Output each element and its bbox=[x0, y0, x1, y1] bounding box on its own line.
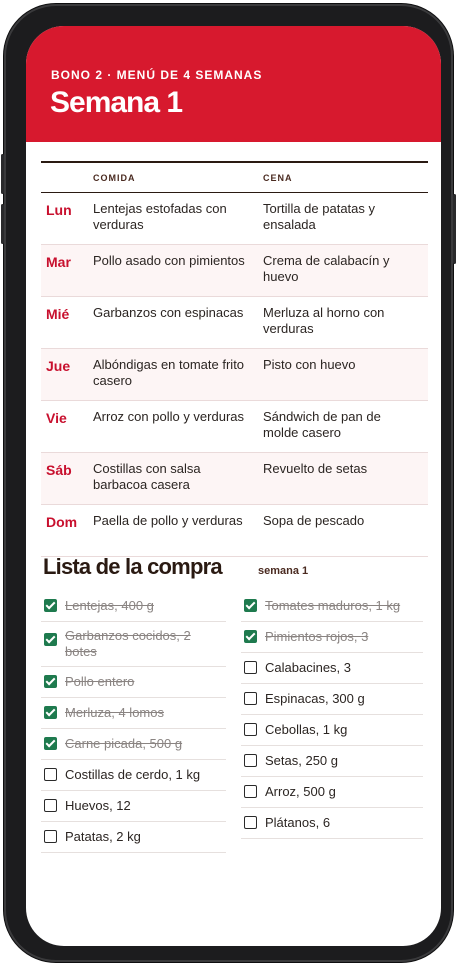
checkbox[interactable] bbox=[244, 692, 257, 705]
menu-row bbox=[41, 193, 428, 245]
shopping-list-week-label: semana 1 bbox=[258, 565, 309, 577]
shopping-item[interactable] bbox=[41, 698, 226, 729]
shopping-item-label: Costillas de cerdo, 1 kg bbox=[65, 767, 201, 782]
menu-row bbox=[41, 453, 428, 505]
menu-row bbox=[41, 505, 428, 557]
menu-cena: Crema de calabacín y huevo bbox=[263, 253, 390, 284]
menu-day: Mié bbox=[46, 306, 70, 322]
shopping-item[interactable] bbox=[41, 591, 226, 622]
header-banner bbox=[26, 26, 441, 142]
menu-rows bbox=[41, 193, 428, 557]
checkbox[interactable] bbox=[44, 706, 57, 719]
shopping-item[interactable] bbox=[241, 622, 423, 653]
checkbox[interactable] bbox=[244, 816, 257, 829]
shopping-item-label: Tomates maduros, 1 kg bbox=[265, 598, 401, 613]
menu-comida: Garbanzos con espinacas bbox=[93, 305, 244, 320]
shopping-list-left-column bbox=[41, 591, 226, 853]
shopping-item[interactable] bbox=[241, 653, 423, 684]
checkbox[interactable] bbox=[44, 737, 57, 750]
checkbox[interactable] bbox=[244, 754, 257, 767]
weekly-menu-table bbox=[41, 161, 428, 557]
menu-comida: Costillas con salsa barbacoa casera bbox=[93, 461, 201, 492]
checkbox[interactable] bbox=[44, 799, 57, 812]
shopping-list-title: Lista de la compra bbox=[43, 554, 222, 579]
checkbox[interactable] bbox=[44, 675, 57, 688]
shopping-item-label: Garbanzos cocidos, 2 botes bbox=[65, 628, 191, 659]
menu-comida: Albóndigas en tomate frito casero bbox=[93, 357, 245, 388]
menu-day: Mar bbox=[46, 254, 71, 270]
shopping-item[interactable] bbox=[41, 667, 226, 698]
menu-cena: Sopa de pescado bbox=[263, 513, 365, 528]
menu-row bbox=[41, 245, 428, 297]
menu-cena: Sándwich de pan de molde casero bbox=[263, 409, 381, 440]
shopping-item[interactable] bbox=[241, 591, 423, 622]
shopping-item[interactable] bbox=[241, 684, 423, 715]
menu-day: Sáb bbox=[46, 462, 72, 478]
checkbox[interactable] bbox=[244, 661, 257, 674]
column-header-comida: COMIDA bbox=[93, 173, 136, 183]
menu-table-header bbox=[41, 163, 428, 193]
shopping-item-label: Plátanos, 6 bbox=[265, 815, 331, 830]
shopping-item-label: Espinacas, 300 g bbox=[265, 691, 365, 706]
power-button bbox=[453, 194, 456, 264]
shopping-item[interactable] bbox=[41, 622, 226, 667]
phone-frame bbox=[4, 4, 453, 962]
volume-up-button bbox=[1, 154, 4, 194]
menu-day: Vie bbox=[46, 410, 67, 426]
shopping-list-right-column bbox=[241, 591, 423, 839]
menu-day: Jue bbox=[46, 358, 71, 374]
shopping-item-label: Lentejas, 400 g bbox=[65, 598, 154, 613]
checkbox[interactable] bbox=[44, 633, 57, 646]
phone-screen bbox=[26, 26, 441, 946]
volume-down-button bbox=[1, 204, 4, 244]
checkbox[interactable] bbox=[244, 723, 257, 736]
menu-comida: Lentejas estofadas con verduras bbox=[93, 201, 227, 232]
shopping-item-label: Pollo entero bbox=[65, 674, 135, 689]
shopping-item-label: Pimientos rojos, 3 bbox=[265, 629, 369, 644]
shopping-item-label: Carne picada, 500 g bbox=[65, 736, 183, 751]
shopping-item-label: Merluza, 4 lomos bbox=[65, 705, 164, 720]
menu-day: Lun bbox=[46, 202, 72, 218]
checkbox[interactable] bbox=[244, 599, 257, 612]
shopping-item-label: Huevos, 12 bbox=[65, 798, 131, 813]
menu-cena: Revuelto de setas bbox=[263, 461, 368, 476]
menu-cena: Tortilla de patatas y ensalada bbox=[263, 201, 376, 232]
shopping-item[interactable] bbox=[41, 729, 226, 760]
checkbox[interactable] bbox=[244, 630, 257, 643]
shopping-item-label: Arroz, 500 g bbox=[265, 784, 336, 799]
shopping-item-label: Setas, 250 g bbox=[265, 753, 338, 768]
shopping-item-label: Cebollas, 1 kg bbox=[265, 722, 348, 737]
shopping-item[interactable] bbox=[241, 808, 423, 839]
checkbox[interactable] bbox=[244, 785, 257, 798]
header-eyebrow: BONO 2 · MENÚ DE 4 SEMANAS bbox=[51, 68, 263, 82]
menu-row bbox=[41, 297, 428, 349]
menu-comida: Pollo asado con pimientos bbox=[93, 253, 245, 268]
checkbox[interactable] bbox=[44, 830, 57, 843]
menu-comida: Paella de pollo y verduras bbox=[93, 513, 243, 528]
checkbox[interactable] bbox=[44, 768, 57, 781]
menu-row bbox=[41, 349, 428, 401]
shopping-item[interactable] bbox=[241, 777, 423, 808]
column-header-cena: CENA bbox=[263, 173, 293, 183]
menu-cena: Pisto con huevo bbox=[263, 357, 356, 372]
shopping-item[interactable] bbox=[41, 822, 226, 853]
checkbox[interactable] bbox=[44, 599, 57, 612]
page-title: Semana 1 bbox=[50, 86, 183, 119]
menu-day: Dom bbox=[46, 514, 78, 530]
menu-cena: Merluza al horno con verduras bbox=[263, 305, 385, 336]
shopping-item-label: Patatas, 2 kg bbox=[65, 829, 141, 844]
shopping-item[interactable] bbox=[41, 760, 226, 791]
shopping-item[interactable] bbox=[241, 746, 423, 777]
shopping-item-label: Calabacines, 3 bbox=[265, 660, 351, 675]
shopping-item[interactable] bbox=[241, 715, 423, 746]
menu-comida: Arroz con pollo y verduras bbox=[93, 409, 245, 424]
menu-row bbox=[41, 401, 428, 453]
shopping-item[interactable] bbox=[41, 791, 226, 822]
header-scallop-edge bbox=[26, 136, 441, 146]
